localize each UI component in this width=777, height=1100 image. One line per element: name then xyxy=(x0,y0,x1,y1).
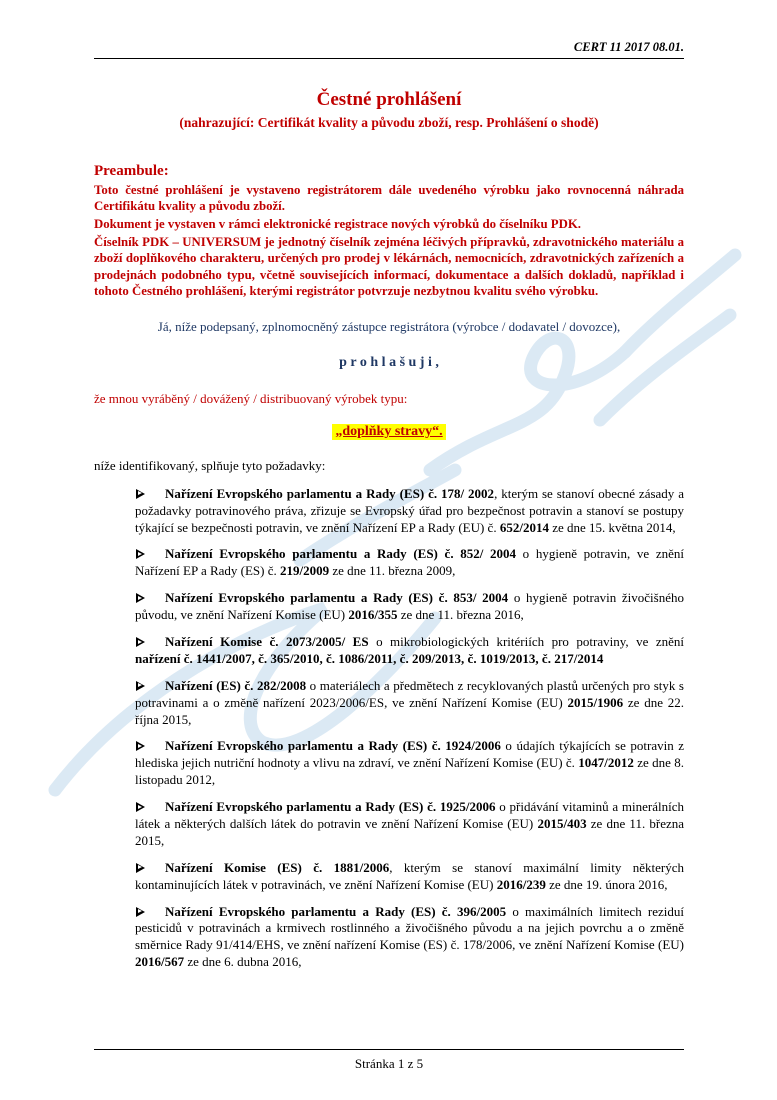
regulation-reference: nařízení č. 1441/2007, č. 365/2010, č. 1086/2011, č. 209/2013, č. 1019/2013, č. 217/2014 xyxy=(135,650,604,666)
regulation-text: ze dne 19. února 2016, xyxy=(545,876,668,892)
product-line: že mnou vyráběný / dovážený / distribuovaný výrobek typu: xyxy=(94,390,408,406)
document-subtitle: (nahrazující: Certifikát kvality a původu zboží, resp. Prohlášení o shodě) xyxy=(179,115,599,130)
product-type-row xyxy=(94,422,684,440)
regulation-text: ze dne 22. října 2015, xyxy=(135,694,684,727)
bullet-arrow-icon xyxy=(135,802,165,811)
regulation-text: , kterým se stanoví obecné zásady a požadavky potravinového práva, zřizuje se Evropský úřad pro bezpečnost potravin a stanoví se postupy týkající se bezpečnosti potravin, ve znění Nařízení EP a Rady (EU) č. xyxy=(135,485,684,535)
regulation-reference: Nařízení Komise (ES) č. 1881/2006 xyxy=(165,859,390,875)
product-type-highlight: „doplňky stravy“. xyxy=(332,424,445,440)
preamble-paragraph-2: Dokument je vystaven v rámci elektronické registrace nových výrobků do číselníku PDK. xyxy=(94,217,581,232)
declaration-intro: Já, níže podepsaný, zplnomocněný zástupce registrátora (výrobce / dodavatel / dovozce), xyxy=(157,318,621,334)
regulation-reference: 652/2014 xyxy=(499,519,549,535)
regulation-reference: Nařízení Evropského parlamentu a Rady (ES) č. 1924/2006 xyxy=(165,738,501,754)
requirement-item xyxy=(135,590,684,624)
regulation-text: o údajích týkajících se potravin z hlediska jejich nutriční hodnoty a vlivu na zdraví, ve znění Nařízení Komise (EU) č. xyxy=(135,738,684,771)
regulation-text: ze dne 11. března 2009, xyxy=(329,563,456,579)
document-content xyxy=(94,40,684,971)
preamble-paragraph-3: Číselník PDK – UNIVERSUM je jednotný číselník zejména léčivých přípravků, zdravotnického materiálu a zboží doplňkového charakteru, určených pro prodej v lékárnách, nemocnicích, zdravotnických zařízeních a prodejnách podobného typu, včetně souvisejících informací, dokumentace a dalších dokladů, například i tohoto Čestného prohlášení, kterými registrátor potvrzuje nezbytnou kvalitu svého výrobku. xyxy=(94,235,684,298)
requirements-intro: níže identifikovaný, splňuje tyto požadavky: xyxy=(94,457,326,473)
bullet-arrow-icon xyxy=(135,489,165,498)
footer-divider xyxy=(94,1049,684,1050)
regulation-text: o materiálech a předmětech z recyklovaných plastů určených pro styk s potravinami a o změně nařízení 2023/2006/ES, ve znění Nařízení Komise (EU) xyxy=(135,677,684,710)
regulation-text: ze dne 6. dubna 2016, xyxy=(184,954,302,970)
preamble-paragraph-1: Toto čestné prohlášení je vystaveno registrátorem dále uvedeného výrobku jako rovnocenná náhrada Certifikátu kvality a původu zboží. xyxy=(94,183,684,214)
regulation-reference: 2015/403 xyxy=(537,816,587,832)
regulation-text: , kterým se stanoví maximální limity některých kontaminujících látek v potravinách, ve znění Nařízení Komise (EU) xyxy=(135,859,684,892)
regulation-reference: 2016/567 xyxy=(135,954,185,970)
regulation-text: ze dne 11. března 2015, xyxy=(135,816,685,848)
bullet-arrow-icon xyxy=(135,593,165,602)
regulation-text: o hygieně potravin, ve znění Nařízení EP a Rady (ES) č. xyxy=(135,546,684,579)
document-code: CERT 11 2017 08.01. xyxy=(94,40,684,59)
requirements-list xyxy=(94,486,684,971)
declaration-verb: p r o h l a š u j i , xyxy=(339,354,439,370)
regulation-reference: Nařízení (ES) č. 282/2008 xyxy=(165,677,307,693)
regulation-reference: 1047/2012 xyxy=(578,755,634,771)
regulation-reference: 219/2009 xyxy=(280,563,330,579)
regulation-text: o přidávání vitaminů a minerálních látek a některých dalších látek do potravin ve znění Nařízení Komise (EU) xyxy=(135,799,685,832)
regulation-reference: 2016/239 xyxy=(496,876,546,892)
regulation-reference: 2016/355 xyxy=(348,607,398,623)
regulation-reference: Nařízení Evropského parlamentu a Rady (ES) č. 178/ 2002 xyxy=(165,485,495,501)
regulation-text: o maximálních limitech reziduí pesticidů v potravinách a krmivech rostlinného a živočišného původu a na jejich povrchu a o změně směrnice Rady 91/414/EHS, ve znění nařízení Komise (ES) č. 178/2006, ve znění Nařízení Komise (EU) xyxy=(135,903,685,953)
regulation-text: o hygieně potravin živočišného původu, ve znění Nařízení Komise (EU) xyxy=(135,590,684,623)
bullet-arrow-icon xyxy=(135,637,165,646)
bullet-arrow-icon xyxy=(135,907,165,916)
document-title: Čestné prohlášení xyxy=(316,89,462,110)
regulation-text: ze dne 8. listopadu 2012, xyxy=(135,755,684,788)
page-footer xyxy=(94,1049,684,1072)
regulation-reference: Nařízení Evropského parlamentu a Rady (ES) č. 852/ 2004 xyxy=(165,546,517,562)
regulation-text: ze dne 15. května 2014, xyxy=(548,519,676,535)
preamble-heading: Preambule: xyxy=(94,163,169,179)
requirement-item xyxy=(135,634,684,668)
regulation-reference: Nařízení Evropského parlamentu a Rady (ES) č. 1925/2006 xyxy=(165,799,496,815)
regulation-reference: Nařízení Evropského parlamentu a Rady (ES) č. 853/ 2004 xyxy=(165,590,509,606)
requirement-item xyxy=(135,799,684,850)
bullet-arrow-icon xyxy=(135,741,165,750)
page-number: Stránka 1 z 5 xyxy=(354,1056,424,1071)
regulation-reference: 2015/1906 xyxy=(567,694,624,710)
requirement-item xyxy=(135,860,684,894)
regulation-reference: Nařízení Komise č. 2073/2005/ ES xyxy=(165,634,369,649)
requirement-item xyxy=(135,904,684,972)
requirement-item xyxy=(135,738,684,789)
bullet-arrow-icon xyxy=(135,549,165,558)
bullet-arrow-icon xyxy=(135,681,165,690)
requirement-item xyxy=(135,486,684,537)
bullet-arrow-icon xyxy=(135,863,165,872)
regulation-text: o mikrobiologických kritériích pro potraviny, ve znění xyxy=(368,634,684,649)
requirement-item xyxy=(135,678,684,729)
regulation-reference: Nařízení Evropského parlamentu a Rady (ES) č. 396/2005 xyxy=(165,903,507,919)
requirement-item xyxy=(135,546,684,580)
regulation-text: ze dne 11. března 2016, xyxy=(397,607,524,623)
